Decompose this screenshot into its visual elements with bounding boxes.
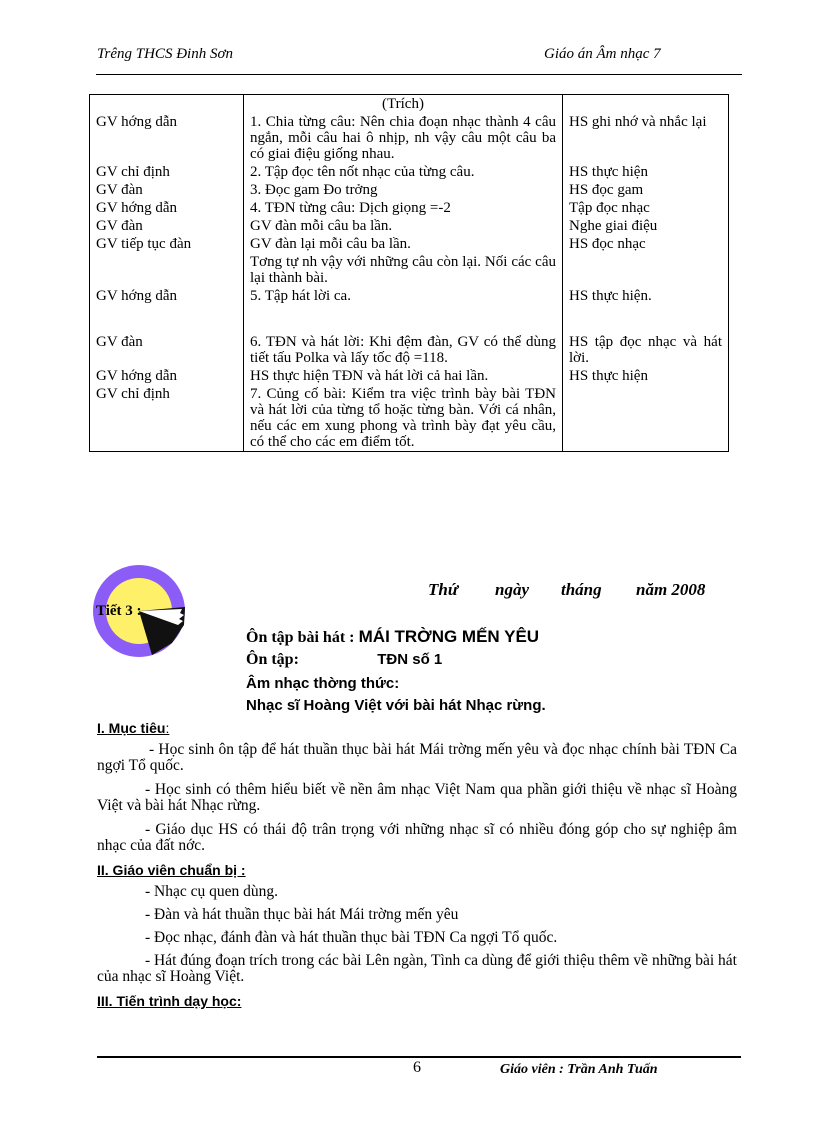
date-thu: Thứ	[428, 580, 459, 599]
table-cell-c1	[90, 95, 244, 114]
lesson-line-2	[246, 651, 442, 669]
section-objectives-heading	[97, 720, 169, 736]
table-cell-c2: 2. Tập đọc tên nốt nhạc của từng câu.	[244, 163, 563, 181]
table-cell-c3: Nghe giai điệu	[563, 217, 729, 235]
footer-rule	[97, 1056, 741, 1058]
table-cell-c1: GV chỉ định	[90, 385, 244, 452]
table-row	[90, 95, 729, 114]
section-process-heading: III. Tiến trình dạy học:	[97, 993, 242, 1009]
table-row	[90, 181, 729, 199]
table-cell-c2: Tơng tự nh vậy với những câu còn lại. Nối các câu lại thành bài.	[244, 253, 563, 287]
table-cell-c3: HS đọc gam	[563, 181, 729, 199]
table-cell-c1: GV tiếp tục đàn	[90, 235, 244, 253]
table-row	[90, 385, 729, 452]
table-cell-c3: HS thực hiện.	[563, 287, 729, 322]
table-cell-c3	[563, 253, 729, 287]
table-cell-c2: 3. Đọc gam Đo trởng	[244, 181, 563, 199]
table-cell-c1: GV đàn	[90, 322, 244, 367]
prep-item-2: - Đàn và hát thuần thục bài hát Mái trờng mến yêu	[145, 906, 459, 923]
table-row	[90, 322, 729, 367]
table-cell-c3: HS thực hiện	[563, 367, 729, 385]
table-cell-c2: GV đàn mỗi câu ba lần.	[244, 217, 563, 235]
date-ngay: ngày	[495, 580, 529, 599]
table-cell-c1: GV hớng dẫn	[90, 199, 244, 217]
table-cell-c2: 6. TĐN và hát lời: Khi đệm đàn, GV có thể dùng tiết tấu Polka và lấy tốc độ =118.	[244, 322, 563, 367]
date-thang: tháng	[561, 580, 602, 599]
table-cell-c2: HS thực hiện TĐN và hát lời cả hai lần.	[244, 367, 563, 385]
lesson-line-1	[246, 627, 539, 647]
table-row	[90, 199, 729, 217]
table-cell-c3: HS tập đọc nhạc và hát lời.	[563, 322, 729, 367]
lesson-table-body	[90, 95, 729, 452]
prep-item-3: - Đọc nhạc, đánh đàn và hát thuần thục bài TĐN Ca ngợi Tổ quốc.	[145, 929, 558, 946]
table-cell-c1: GV hớng dẫn	[90, 287, 244, 322]
table-row	[90, 367, 729, 385]
objective-3: - Giáo dục HS có thái độ trân trọng với những nhạc sĩ có nhiều đóng góp cho sự nghiệp âm nhạc của đất nớc.	[97, 821, 737, 854]
table-cell-c3: Tập đọc nhạc	[563, 199, 729, 217]
table-cell-c3	[563, 95, 729, 114]
table-cell-c3: HS ghi nhớ và nhắc lại	[563, 113, 729, 163]
lesson-line-1-label: Ôn tập bài hát :	[246, 629, 355, 646]
header-subject: Giáo án Âm nhạc 7	[544, 46, 661, 62]
table-cell-c1: GV đàn	[90, 181, 244, 199]
table-cell-c2: 4. TĐN từng câu: Dịch giọng =-2	[244, 199, 563, 217]
table-cell-c2: (Trích)	[244, 95, 563, 114]
lesson-table	[89, 94, 729, 452]
prep-item-4: - Hát đúng đoạn trích trong các bài Lên ngàn, Tình ca dùng để giới thiệu thêm về những bài hát của nhạc sĩ Hoàng Việt.	[97, 952, 737, 985]
table-row	[90, 287, 729, 322]
lesson-line-2-value: TĐN số 1	[377, 651, 443, 668]
section-preparation-heading: II. Giáo viên chuẩn bị :	[97, 862, 246, 878]
table-cell-c1: GV đàn	[90, 217, 244, 235]
section-objectives-title: I. Mục tiêu	[97, 720, 166, 736]
table-cell-c2: 1. Chia từng câu: Nên chia đoạn nhạc thành 4 câu ngắn, mỗi câu hai ô nhịp, nh vậy câu một câu ba có giai điệu giống nhau.	[244, 113, 563, 163]
objective-1: - Học sinh ôn tập để hát thuần thục bài hát Mái trờng mến yêu và đọc nhạc chính bài TĐN Ca ngợi Tổ quốc.	[97, 741, 737, 774]
table-row	[90, 217, 729, 235]
lesson-line-3: Âm nhạc thờng thức:	[246, 675, 400, 692]
lesson-line-4: Nhạc sĩ Hoàng Việt với bài hát Nhạc rừng.	[246, 697, 546, 714]
table-cell-c1: GV hớng dẫn	[90, 367, 244, 385]
lesson-badge-label: Tiết 3 :	[96, 603, 142, 619]
header-rule	[96, 74, 742, 75]
table-cell-c3: HS thực hiện	[563, 163, 729, 181]
table-cell-c1	[90, 253, 244, 287]
table-cell-c1: GV hớng dẫn	[90, 113, 244, 163]
table-cell-c3: HS đọc nhạc	[563, 235, 729, 253]
section-objectives-colon: :	[165, 720, 170, 736]
table-row	[90, 163, 729, 181]
lesson-song-title: MÁI TRỜNG MẾN YÊU	[358, 627, 540, 646]
prep-item-1: - Nhạc cụ quen dùng.	[145, 883, 278, 900]
objective-2: - Học sinh có thêm hiểu biết về nền âm nhạc Việt Nam qua phần giới thiệu về nhạc sĩ Hoàng Việt và bài hát Nhạc rừng.	[97, 781, 737, 814]
header-school: Trêng THCS Đinh Sơn	[97, 46, 233, 62]
table-cell-c3	[563, 385, 729, 452]
lesson-line-2-label: Ôn tập:	[246, 651, 299, 668]
table-row	[90, 235, 729, 253]
table-row	[90, 253, 729, 287]
table-cell-c2: GV đàn lại mỗi câu ba lần.	[244, 235, 563, 253]
table-cell-c2: 5. Tập hát lời ca.	[244, 287, 563, 322]
table-cell-c1: GV chỉ định	[90, 163, 244, 181]
date-nam: năm 2008	[636, 580, 706, 599]
page-number: 6	[413, 1059, 421, 1076]
table-row	[90, 113, 729, 163]
table-cell-c2: 7. Củng cố bài: Kiểm tra việc trình bày bài TĐN và hát lời của từng tổ hoặc từng bàn. Với cá nhân, nếu các em xung phong và trình bày đạt yêu cầu, có thể cho các em điểm tốt.	[244, 385, 563, 452]
footer-teacher: Giáo viên : Trần Anh Tuấn	[500, 1062, 658, 1077]
